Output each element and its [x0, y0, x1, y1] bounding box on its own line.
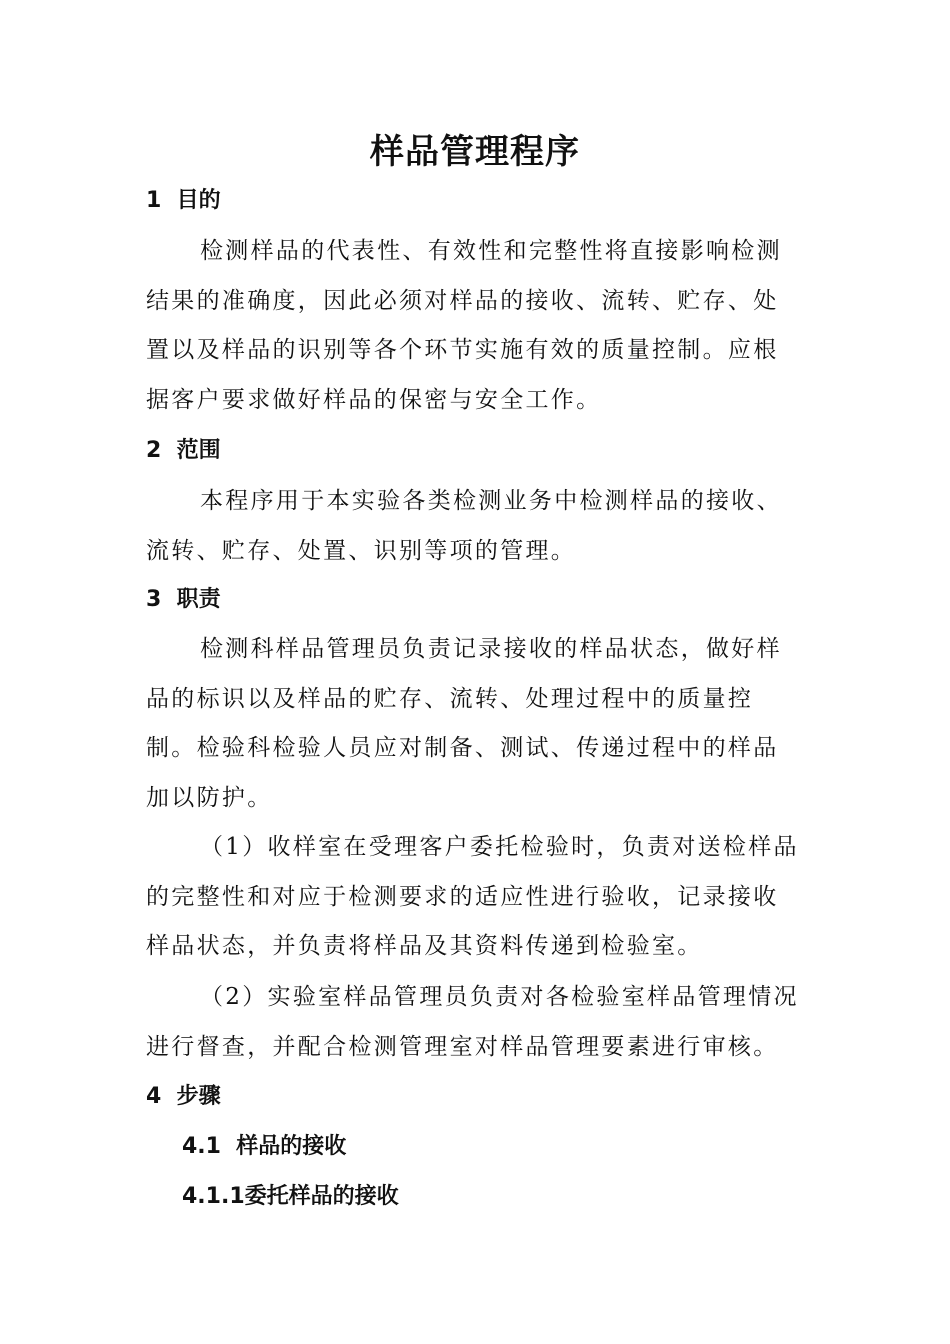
section-heading-purpose: 1 目的	[146, 188, 221, 213]
paragraph-responsibility-main: 检测科样品管理员负责记录接收的样品状态，做好样品的标识以及样品的贮存、流转、处理过程中的质量控制。检验科检验人员应对制备、测试、传递过程中的样品加以防护。	[146, 636, 782, 811]
subheading-sample-receipt: 4.1 样品的接收	[182, 1134, 347, 1159]
paragraph-scope: 本程序用于本实验各类检测业务中检测样品的接收、流转、贮存、处置、识别等项的管理。	[146, 488, 782, 564]
section-heading-steps: 4 步骤	[146, 1084, 221, 1109]
section-heading-responsibility: 3 职责	[146, 587, 221, 612]
paragraph-responsibility-item-2: （2）实验室样品管理员负责对各检验室样品管理情况进行督查，并配合检测管理室对样品管理要素进行审核。	[146, 984, 799, 1060]
paragraph-responsibility-item-1: （1）收样室在受理客户委托检验时，负责对送检样品的完整性和对应于检测要求的适应性进行验收，记录接收样品状态，并负责将样品及其资料传递到检验室。	[146, 834, 799, 959]
subheading-entrusted-sample-receipt: 4.1.1委托样品的接收	[182, 1184, 399, 1209]
page-title: 样品管理程序	[370, 132, 580, 172]
section-heading-scope: 2 范围	[146, 438, 221, 463]
paragraph-purpose: 检测样品的代表性、有效性和完整性将直接影响检测结果的准确度，因此必须对样品的接收、流转、贮存、处置以及样品的识别等各个环节实施有效的质量控制。应根据客户要求做好样品的保密与安全工作。	[146, 238, 782, 413]
